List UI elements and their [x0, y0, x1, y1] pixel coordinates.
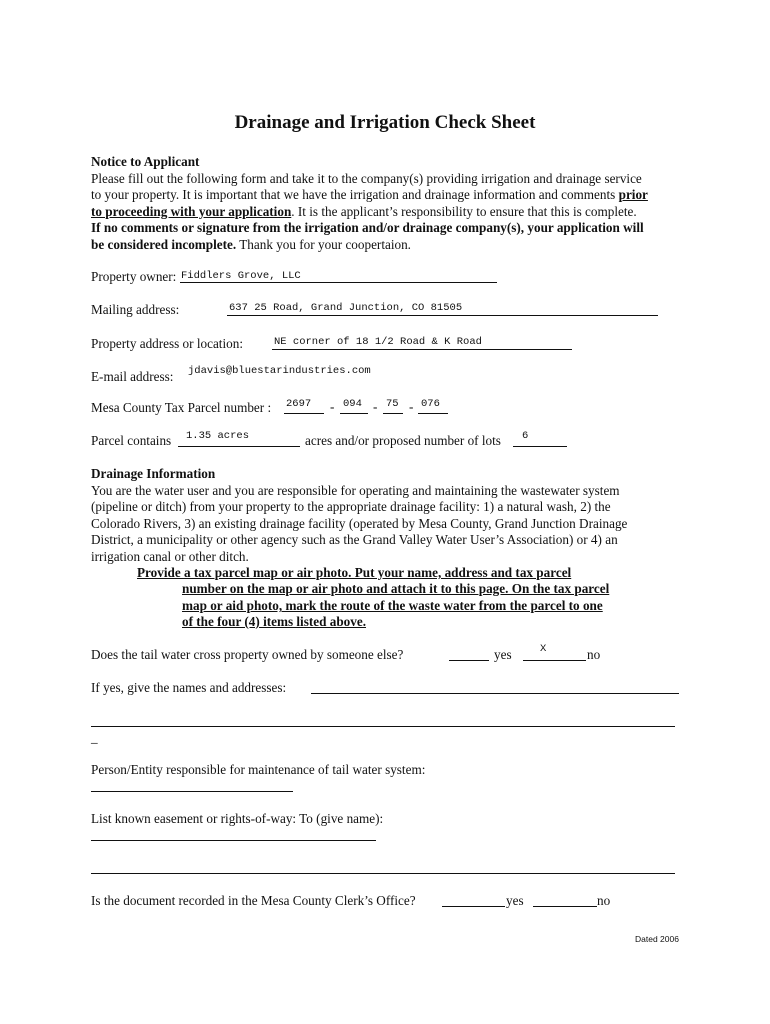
responsible-line[interactable] [91, 791, 293, 792]
dated-footer: Dated 2006 [635, 934, 679, 944]
parcel-dash-2: - [373, 399, 378, 414]
owner-field[interactable]: Fiddlers Grove, LLC [181, 270, 301, 282]
notice-section [91, 154, 691, 253]
instruction-line-3: map or aid photo, mark the route of the waste water from the parcel to one [182, 598, 603, 613]
parcel-dash-1: - [330, 399, 335, 414]
drainage-line-2: (pipeline or ditch) from your property to the appropriate drainage facility: 1) a natural wash, 2) the [91, 499, 611, 514]
property-address-label: Property address or location: [91, 336, 243, 351]
lots-line [513, 446, 567, 447]
drainage-line-3: Colorado Rivers, 3) an existing drainage facility (operated by Mesa County, Grand Junction Drainage [91, 515, 628, 531]
notice-line-4: If no comments or signature from the irrigation and/or drainage company(s), your application will [91, 220, 644, 235]
parcel-part-3[interactable]: 75 [386, 398, 399, 410]
instruction-line-4: of the four (4) items listed above. [182, 614, 366, 629]
notice-prior-emphasis: prior [618, 187, 648, 202]
parcel-line-3 [383, 413, 403, 414]
parcel-contains-label: Parcel contains [91, 433, 172, 448]
notice-line-3-text: . It is the applicant’s responsibility to ensure that this is complete. [291, 203, 637, 219]
drainage-section [91, 466, 691, 565]
responsible-question: Person/Entity responsible for maintenance of tail water system: [91, 762, 426, 777]
names-addresses-question: If yes, give the names and addresses: [91, 680, 287, 695]
mailing-field[interactable]: 637 25 Road, Grand Junction, CO 81505 [229, 302, 463, 314]
names-line-2[interactable] [91, 726, 675, 727]
tail-no-mark[interactable]: X [540, 643, 547, 655]
easement-question: List known easement or rights-of-way: To (give name): [91, 811, 384, 826]
recorded-question: Is the document recorded in the Mesa County Clerk’s Office? [91, 893, 416, 908]
parcel-part-2[interactable]: 094 [343, 398, 362, 410]
parcel-line-1 [284, 413, 324, 414]
email-label: E-mail address: [91, 369, 174, 384]
parcel-number-label: Mesa County Tax Parcel number : [91, 400, 272, 415]
parcel-line-2 [340, 413, 368, 414]
drainage-heading: Drainage Information [91, 466, 216, 481]
owner-label: Property owner: [91, 269, 177, 284]
notice-incomplete-emphasis: be considered incomplete. [91, 236, 237, 252]
parcel-part-1[interactable]: 2697 [286, 398, 312, 410]
recorded-yes-label: yes [506, 893, 524, 908]
email-field[interactable]: jdavis@bluestarindustries.com [188, 365, 371, 377]
parcel-dash-3: - [409, 399, 414, 414]
tail-yes-label: yes [494, 647, 512, 662]
easement-line-1[interactable] [91, 840, 376, 841]
notice-thanks: Thank you for your coopertaion. [236, 236, 411, 252]
property-address-line [272, 349, 572, 350]
drainage-line-5: irrigation canal or other ditch. [91, 548, 249, 564]
easement-line-2[interactable] [91, 873, 675, 874]
notice-heading: Notice to Applicant [91, 154, 200, 169]
lots-label: acres and/or proposed number of lots [305, 433, 501, 448]
parcel-part-4[interactable]: 076 [421, 398, 440, 410]
acres-line [178, 446, 300, 447]
instruction-line-1: Provide a tax parcel map or air photo. Put your name, address and tax parcel [137, 565, 572, 580]
drainage-line-4: District, a municipality or other agency such as the Grand Valley Water User’s Association) or 4) an [91, 532, 618, 547]
page-title: Drainage and Irrigation Check Sheet [234, 112, 536, 133]
property-address-field[interactable]: NE corner of 18 1/2 Road & K Road [274, 336, 482, 348]
notice-line-3 [91, 204, 691, 221]
recorded-no-line[interactable] [533, 906, 597, 907]
drainage-line-1: You are the water user and you are responsible for operating and maintaining the wastewater system [91, 482, 620, 498]
lots-field[interactable]: 6 [522, 430, 529, 442]
mailing-line [227, 315, 658, 316]
notice-line-1: Please fill out the following form and take it to the company(s) providing irrigation and drainage service [91, 170, 642, 186]
tail-no-line[interactable] [523, 660, 586, 661]
tail-yes-line[interactable] [449, 660, 489, 661]
parcel-line-4 [418, 413, 448, 414]
recorded-yes-line[interactable] [442, 906, 505, 907]
acres-field[interactable]: 1.35 acres [186, 430, 250, 442]
notice-line-5 [91, 237, 691, 254]
owner-line [180, 282, 497, 283]
notice-line-2-text: to your property. It is important that we have the irrigation and drainage information and comments [91, 187, 619, 202]
notice-line-2 [91, 187, 691, 204]
names-line-trailing-underscore: _ [91, 730, 98, 745]
tail-water-question: Does the tail water cross property owned by someone else? [91, 647, 404, 662]
mailing-label: Mailing address: [91, 302, 180, 317]
tail-no-label: no [587, 647, 601, 662]
notice-proceeding-emphasis: to proceeding with your application [91, 203, 292, 219]
instruction-line-2: number on the map or air photo and attach it to this page. On the tax parcel [182, 581, 610, 596]
recorded-no-label: no [597, 893, 611, 908]
names-line-1[interactable] [311, 693, 679, 694]
